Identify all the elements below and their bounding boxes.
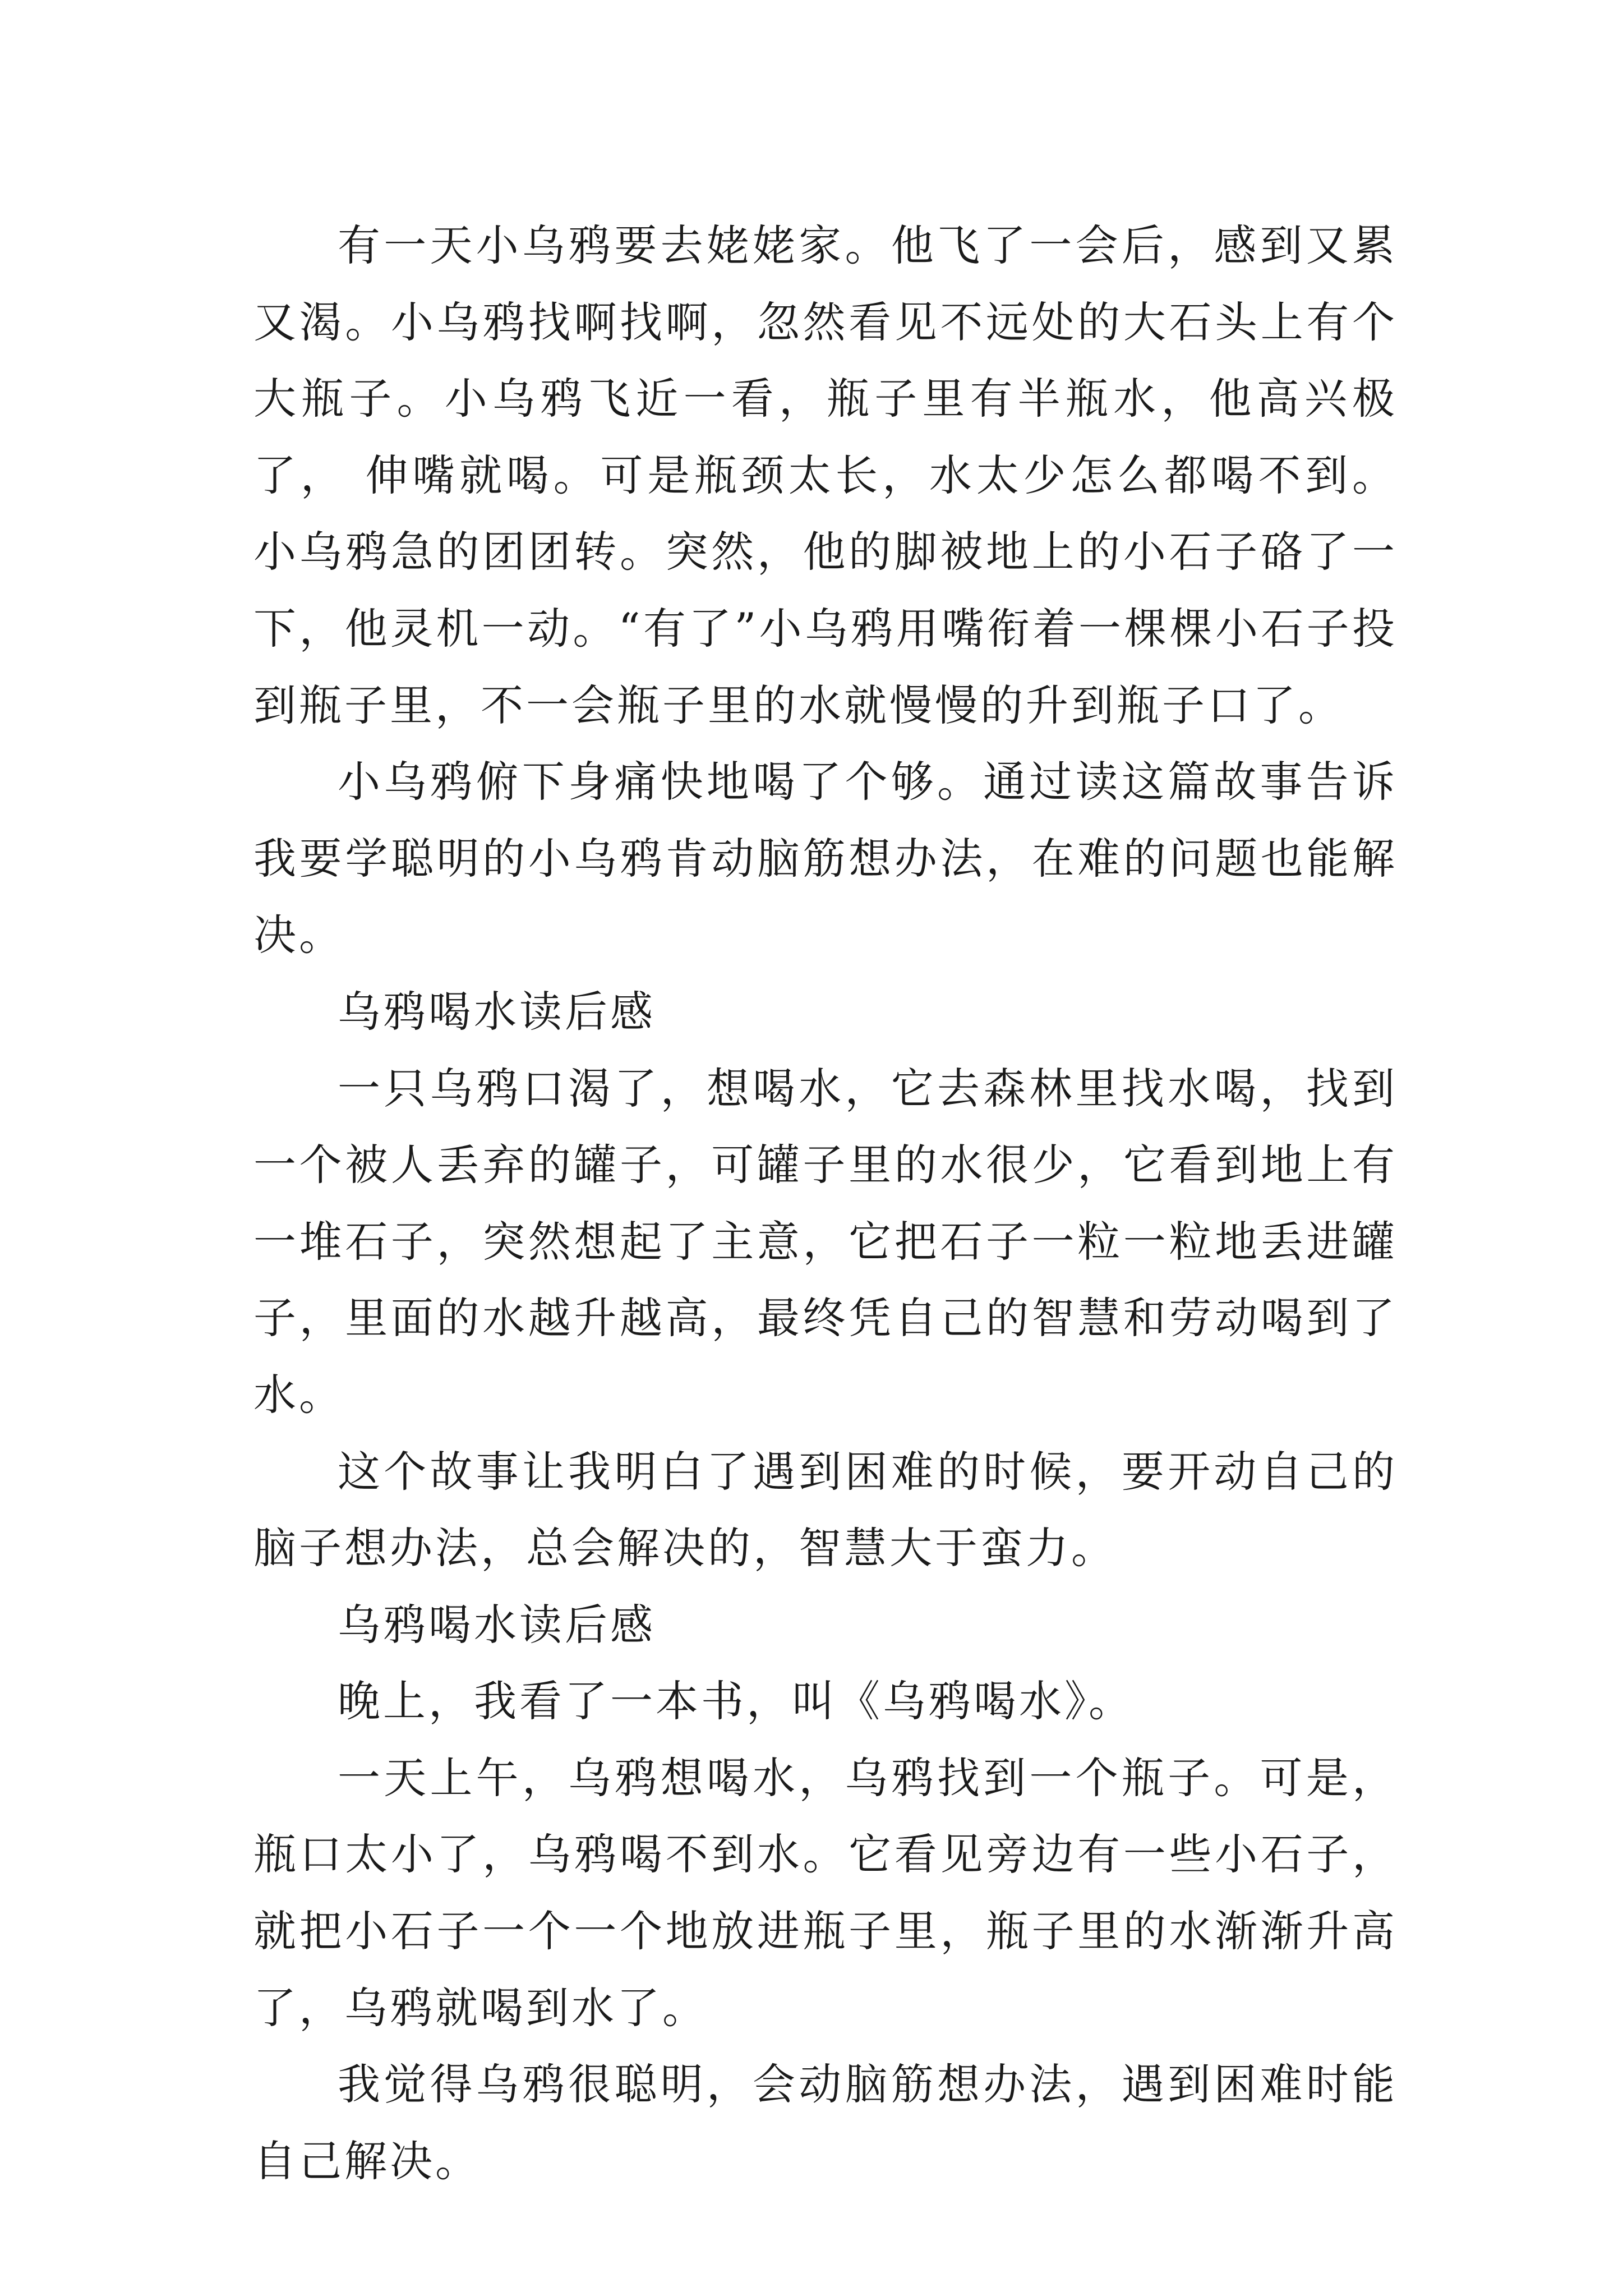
paragraph-story-2: 一只乌鸦口渴了，想喝水，它去森林里找水喝，找到一个被人丢弃的罐子，可罐子里的水很少，它看到地上有一堆石子，突然想起了主意，它把石子一粒一粒地丢进罐子，里面的水越升越高，最终凭自己的智慧和劳动喝到了水。 bbox=[253, 1063, 1398, 1420]
paragraph-story-2-conclusion: 这个故事让我明白了遇到困难的时候，要开动自己的脑子想办法，总会解决的，智慧大于蛮力。 bbox=[253, 1446, 1398, 1573]
paragraph-story-1-conclusion: 小乌鸦俯下身痛快地喝了个够。通过读这篇故事告诉我要学聪明的小乌鸦肯动脑筋想办法，在难的问题也能解决。 bbox=[253, 757, 1398, 960]
paragraph-story-3: 一天上午，乌鸦想喝水，乌鸦找到一个瓶子。可是，瓶口太小了，乌鸦喝不到水。它看见旁边有一些小石子，就把小石子一个一个地放进瓶子里，瓶子里的水渐渐升高了，乌鸦就喝到水了。 bbox=[253, 1752, 1398, 2033]
section-heading-1: 乌鸦喝水读后感 bbox=[338, 986, 656, 1037]
document-body bbox=[253, 208, 1398, 2200]
paragraph-story-3-conclusion: 我觉得乌鸦很聪明，会动脑筋想办法，遇到困难时能自己解决。 bbox=[253, 2059, 1398, 2186]
paragraph-story-1: 有一天小乌鸦要去姥姥家。他飞了一会后，感到又累又渴。小乌鸦找啊找啊，忽然看见不远处的大石头上有个大瓶子。小乌鸦飞近一看，瓶子里有半瓶水，他高兴极了， 伸嘴就喝。可是瓶颈太长，水太少怎么都喝不到。小乌鸦急的团团转。突然，他的脚被地上的小石子硌了一下，他灵机一动。“有了”小乌鸦用嘴衔着一棵棵小石子投到瓶子里，不一会瓶子里的水就慢慢的升到瓶子口了。 bbox=[253, 220, 1398, 730]
paragraph-story-3-intro: 晚上，我看了一本书，叫《乌鸦喝水》。 bbox=[338, 1676, 1134, 1727]
section-heading-2: 乌鸦喝水读后感 bbox=[338, 1599, 656, 1650]
